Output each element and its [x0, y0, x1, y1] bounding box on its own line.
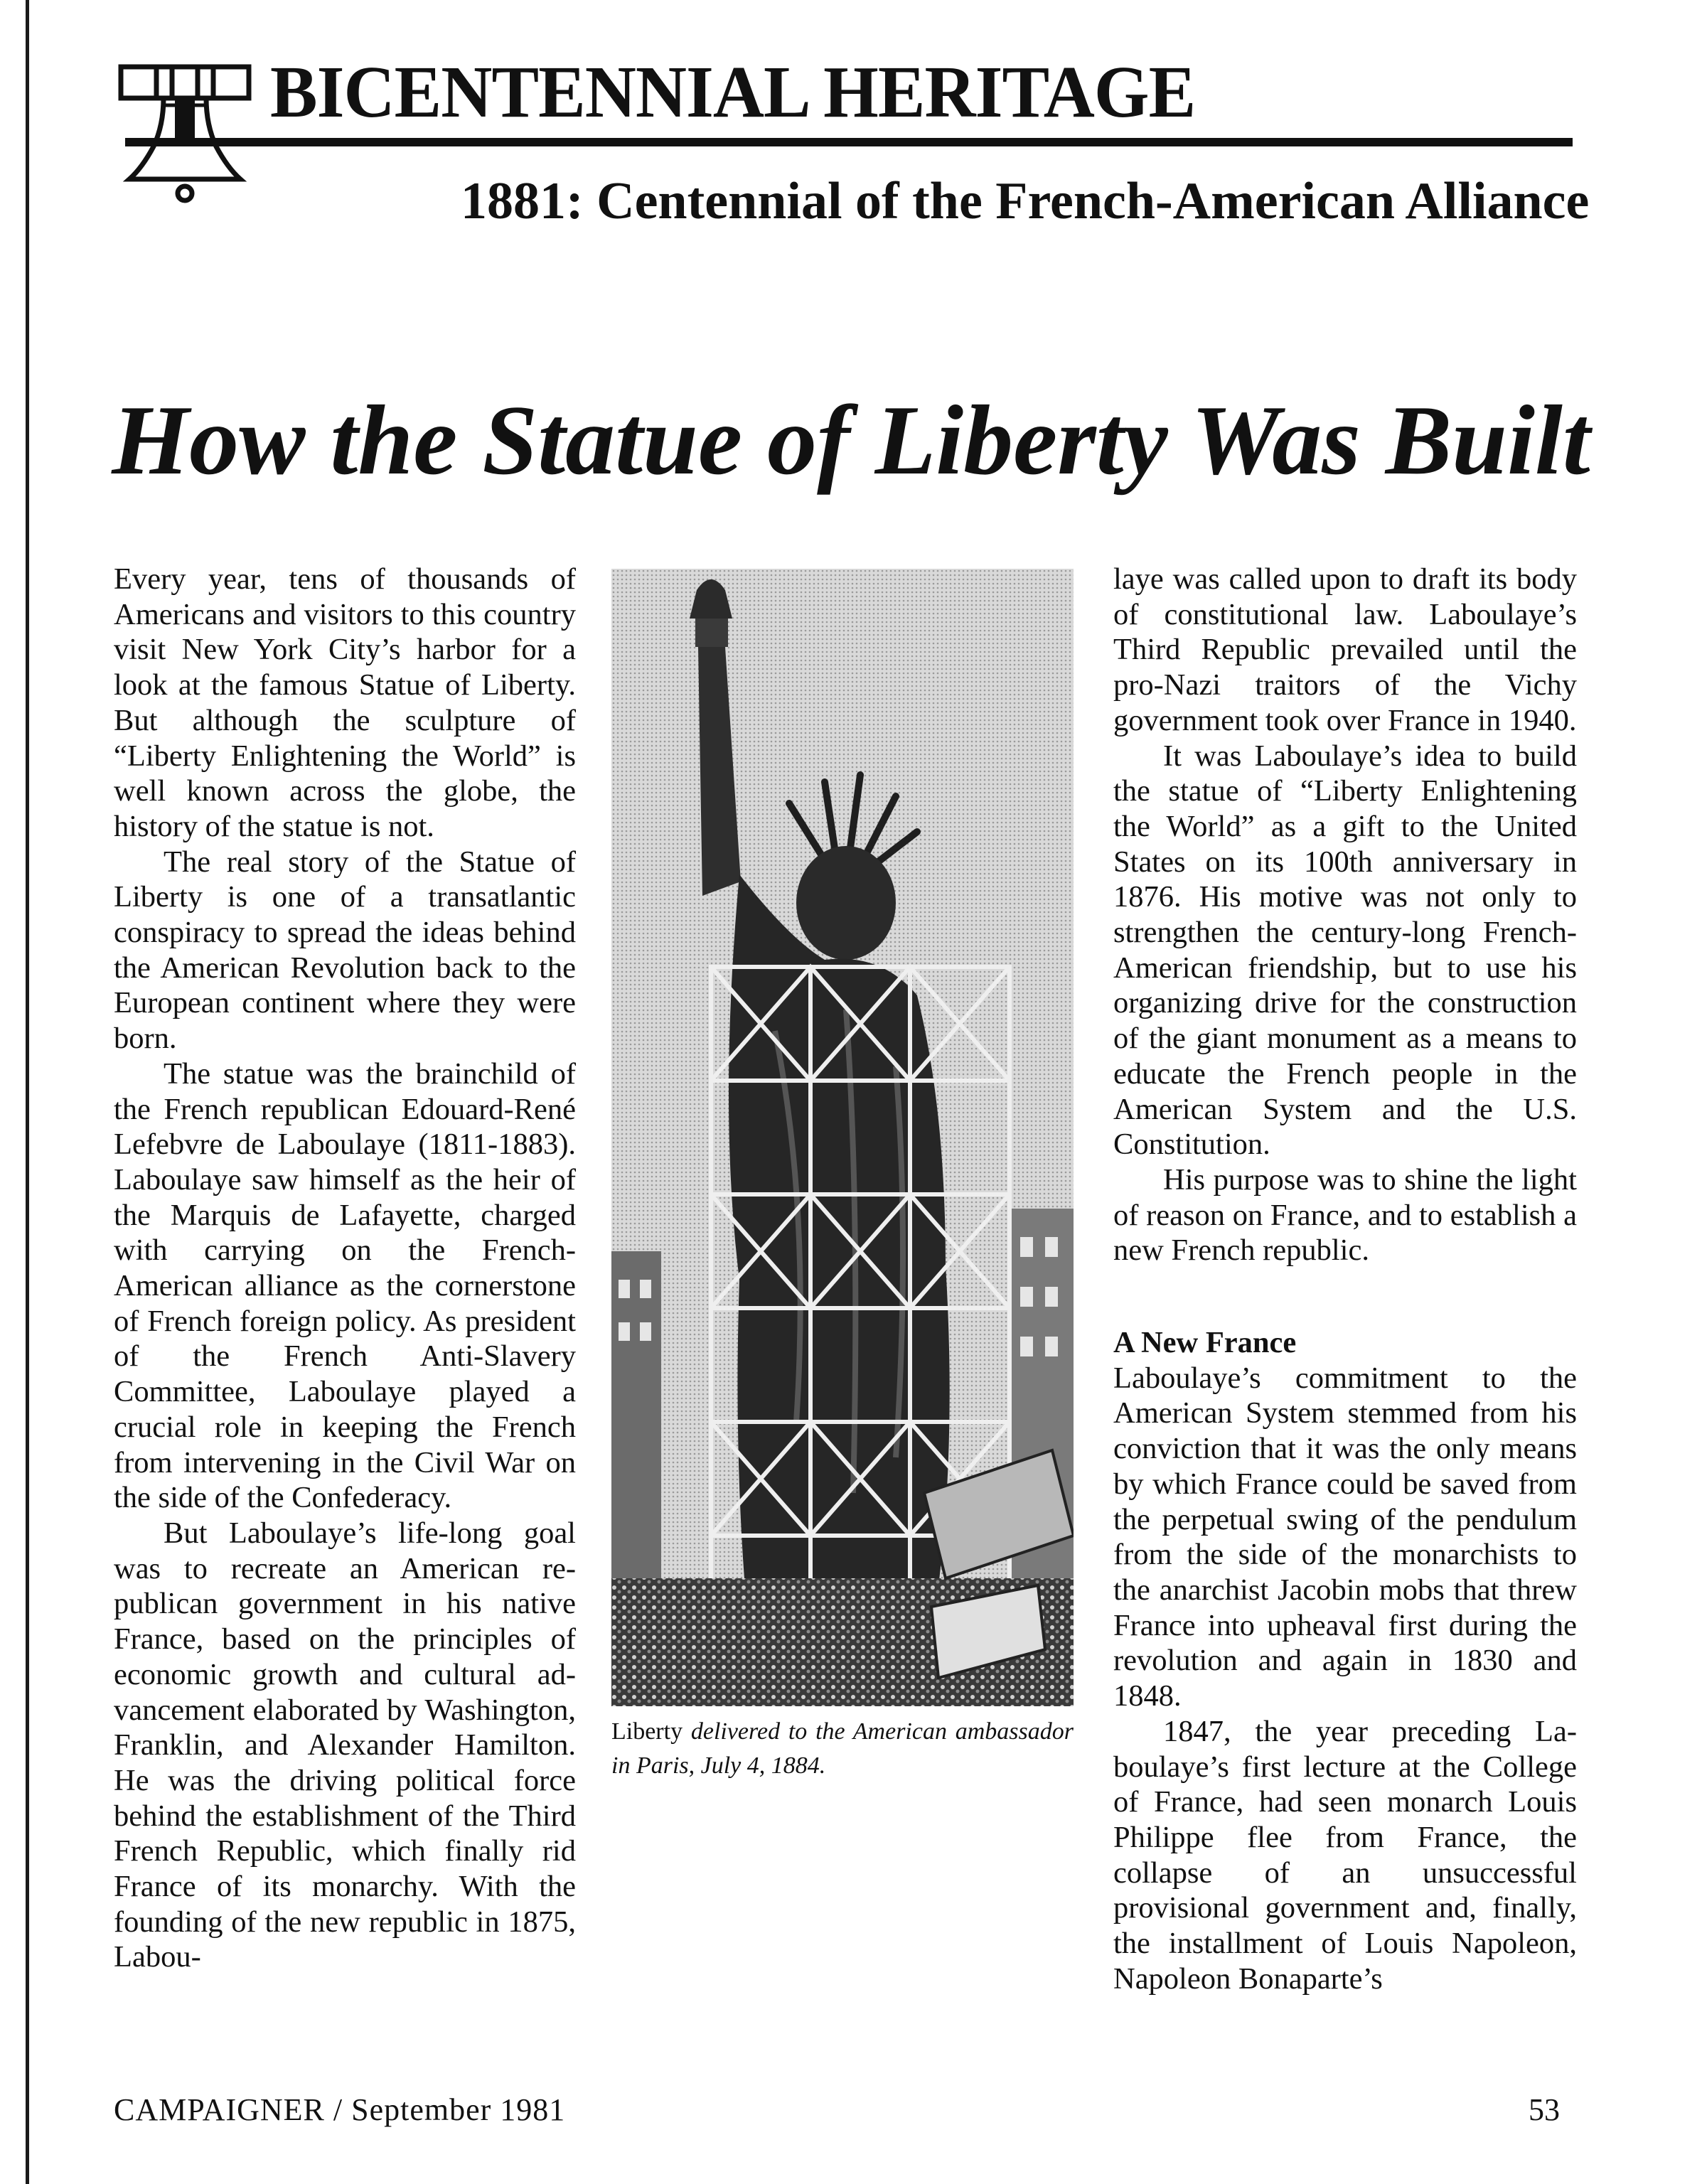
section-subtitle: 1881: Centennial of the French-American Alliance: [461, 172, 1590, 230]
publication-footer: CAMPAIGNER / September 1981: [114, 2092, 566, 2127]
section-title: BICENTENNIAL HERITAGE: [270, 51, 1196, 133]
paragraph: The statue was the brainchild of the French republican Edouard-René Lefebvre de Laboulaye (1811-1883). Laboulaye saw himself as the heir of the Marquis de Lafayette, charged with carrying on the French-American alliance as the cornerstone of French foreign policy. As president of the French Anti-Slavery Committee, Laboulaye played a crucial role in keeping the French from intervening in the Civil War on the side of the Confederacy.: [114, 1056, 576, 1515]
caption-text: delivered to the American ambassador in Paris, July 4, 1884.: [611, 1718, 1074, 1779]
paragraph: 1847, the year preceding Laboulaye’s first lecture at the College of France, had seen monarch Louis Philippe flee from France, the collapse of an unsuccessful provisional government and, finally, the installment of Louis Napoleon, Napoleon Bonaparte’s: [1113, 1714, 1577, 1996]
paragraph: Every year, tens of thousands of Americans and visitors to this country visit New York City’s harbor for a look at the famous Statue of Liberty. But although the sculpture of “Liberty Enlightening the World” is well known across the globe, the history of the statue is not.: [114, 562, 576, 843]
page-number: 53: [1529, 2092, 1560, 2127]
page-edge-rule: [26, 0, 29, 2184]
paragraph: Laboulaye’s commitment to the American System stemmed from his conviction that it was the only means by which France could be saved from the perpetual swing of the pendulum from the side of the monarchists to the anarchist Jacobin mobs that threw France into upheaval first during the revolution and again in 1830 and 1848.: [1113, 1361, 1577, 1713]
article-title: How the Statue of Liberty Was Built: [112, 385, 1590, 496]
left-column: [114, 562, 576, 1975]
statue-figure: [611, 569, 1074, 1783]
paragraph: The real story of the Statue of Liberty is one of a transatlantic conspiracy to spread the ideas behind the American Revolution back to the European continent where they were born.: [114, 845, 576, 1056]
statue-of-liberty-photo: [611, 569, 1074, 1706]
paragraph: But Laboulaye’s life-long goal was to recreate an American republican government in his native France, based on the principles of economic growth and cultural advancement elaborated by Washington, Franklin, and Alexander Hamilton. He was the driving political force behind the establishment of the Third French Republic, which finally rid France of its monarchy. With the founding of the new republic in 1875, Labou-: [114, 1516, 576, 1974]
subheading: A New France: [1113, 1326, 1297, 1360]
photo-caption: [611, 1715, 1074, 1783]
liberty-bell-icon: [114, 54, 256, 218]
caption-lead: Liberty: [611, 1718, 683, 1745]
paragraph: It was Laboulaye’s idea to build the statue of “Liberty Enlightening the World” as a gift to the United States on its 100th anniversary in 1876. His motive was not only to strengthen the century-long French-American friendship, but to use his organizing drive for the construction of the giant monument as a means to educate the French people in the American System and the U.S. Constitution.: [1113, 739, 1577, 1162]
right-column: [1113, 562, 1577, 1996]
paragraph: His purpose was to shine the light of reason on France, and to establish a new French republic.: [1113, 1162, 1577, 1268]
paragraph: laye was called upon to draft its body of constitutional law. Laboulaye’s Third Republic prevailed until the pro-Nazi traitors of the Vichy government took over France in 1940.: [1113, 562, 1577, 737]
header-rule: [125, 138, 1573, 146]
